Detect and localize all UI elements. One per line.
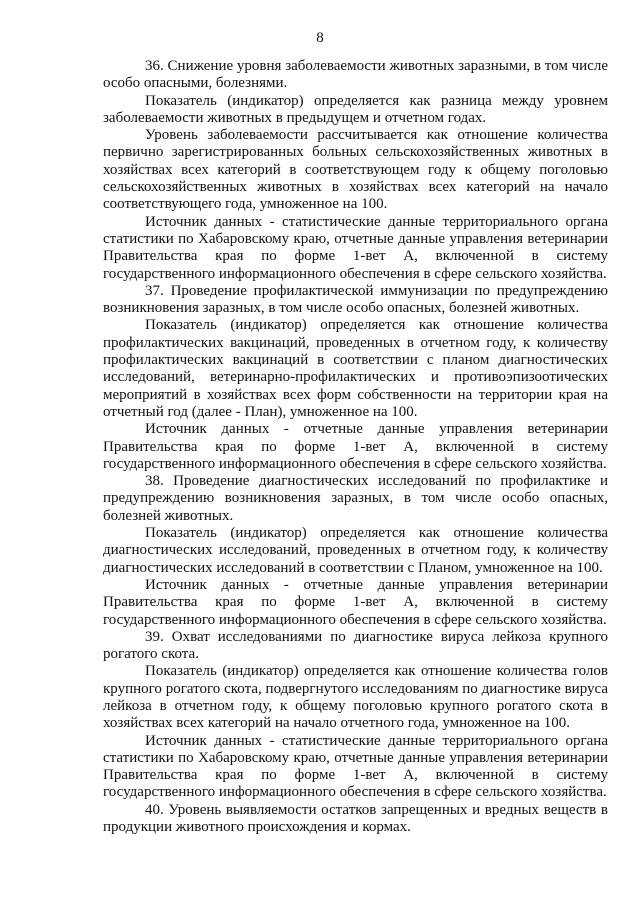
page-number: 8 (316, 30, 324, 46)
paragraph: Уровень заболеваемости рассчитывается как отношение количества первично зарегистрированных больных сельскохозяйственных животных в хозяйствах всех категорий в соответствующем году к общему поголовью сельскохозяйственных животных в хозяйствах всех категорий на начало соответствующего года, умноженное на 100. (103, 127, 608, 213)
paragraph: 40. Уровень выявляемости остатков запрещенных и вредных веществ в продукции животного происхождения и кормах. (103, 801, 608, 836)
paragraph: 37. Проведение профилактической иммунизации по предупреждению возникновения заразных, в том числе особо опасных, болезней животных. (103, 282, 608, 317)
paragraph: Источник данных - отчетные данные управления ветеринарии Правительства края по форме 1-вет А, включенной в систему государственного информационного обеспечения в сфере сельского хозяйства. (103, 576, 608, 628)
paragraph: 36. Снижение уровня заболеваемости животных заразными, в том числе особо опасными, болезнями. (103, 58, 608, 92)
paragraph: Показатель (индикатор) определяется как разница между уровнем заболеваемости животных в предыдущем и отчетном годах. (103, 92, 608, 126)
paragraph: Источник данных - статистические данные территориального органа статистики по Хабаровскому краю, отчетные данные управления ветеринарии Правительства края по форме 1-вет А, включенной в систему государственного информационного обеспечения в сфере сельского хозяйства. (103, 732, 608, 801)
paragraph: 38. Проведение диагностических исследований по профилактике и предупреждению возникновения заразных, в том числе особо опасных, болезней животных. (103, 473, 608, 524)
paragraph: 39. Охват исследованиями по диагностике вируса лейкоза крупного рогатого скота. (103, 628, 608, 663)
paragraph: Показатель (индикатор) определяется как отношение количества профилактических вакцинаций, проведенных в отчетном году, к количеству профилактических вакцинаций в соответствии с планом диагностических исследований, ветеринарно-профилактических и противоэпизоотических мероприятий в хозяйствах всех форм собственности на территории края на отчетный год (далее - План), умноженное на 100. (103, 317, 608, 420)
paragraph: Показатель (индикатор) определяется как отношение количества голов крупного рогатого скота, подвергнутого исследованиям по диагностике вируса лейкоза в отчетном году, к общему поголовью крупного рогатого скота в хозяйствах всех категорий на начало отчетного года, умноженное на 100. (103, 663, 608, 732)
paragraph: Показатель (индикатор) определяется как отношение количества диагностических исследований, проведенных в отчетном году, к количеству диагностических исследований в соответствии с Планом, умноженное на 100. (103, 525, 608, 576)
document-body (103, 58, 608, 836)
paragraph: Источник данных - статистические данные территориального органа статистики по Хабаровскому краю, отчетные данные управления ветеринарии Правительства края по форме 1-вет А, включенной в систему государственного информационного обеспечения в сфере сельского хозяйства. (103, 213, 608, 282)
paragraph: Источник данных - отчетные данные управления ветеринарии Правительства края по форме 1-вет А, включенной в систему государственного информационного обеспечения в сфере сельского хозяйства. (103, 421, 608, 472)
